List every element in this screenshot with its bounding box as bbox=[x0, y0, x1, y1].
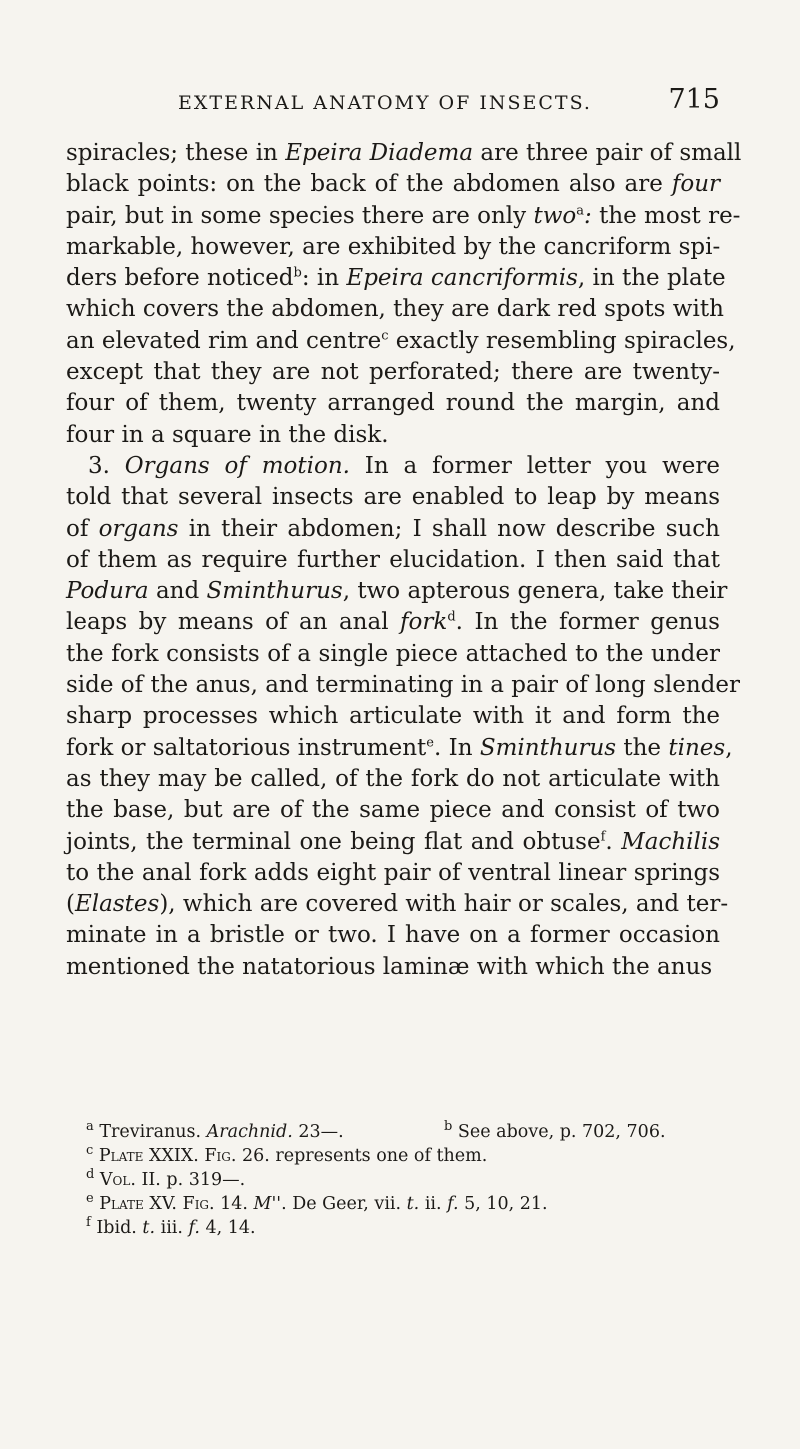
text-run: mentioned the natatorious laminæ with which the anus bbox=[66, 953, 713, 980]
text-run: . bbox=[605, 828, 622, 855]
text-line bbox=[66, 701, 720, 732]
text-run: minate in a bristle or two. I have on a former occasion bbox=[66, 922, 720, 949]
footnote-line bbox=[86, 1168, 726, 1192]
text-run: tines bbox=[668, 734, 726, 761]
text-run: to the anal fork adds eight pair of ventral linear springs bbox=[66, 859, 720, 886]
text-run: t. bbox=[406, 1194, 420, 1214]
running-title: EXTERNAL ANATOMY OF INSECTS. bbox=[178, 92, 592, 114]
text-run: ( bbox=[66, 891, 75, 918]
text-line bbox=[66, 795, 720, 826]
body-text bbox=[66, 138, 742, 983]
text-run: the fork consists of a single piece attached to the under bbox=[66, 640, 720, 667]
text-line bbox=[66, 764, 720, 795]
text-run: Elastes bbox=[74, 891, 160, 918]
footnote-line bbox=[86, 1144, 726, 1168]
text-run: XV. bbox=[143, 1194, 183, 1214]
running-head bbox=[66, 84, 720, 122]
footnotes bbox=[86, 1120, 726, 1240]
text-run: . De Geer, vii. bbox=[281, 1194, 407, 1214]
footnote bbox=[86, 1119, 344, 1142]
text-line bbox=[66, 169, 720, 200]
text-run: See above, p. 702, 706. bbox=[452, 1122, 666, 1142]
text-run: fork bbox=[400, 609, 448, 636]
text-run: an elevated rim and centre bbox=[66, 327, 382, 354]
text-run: Ibid. bbox=[90, 1218, 143, 1238]
text-line bbox=[66, 952, 720, 983]
text-run: of them as require further elucidation. I then said that bbox=[66, 546, 720, 573]
footnote bbox=[86, 1167, 246, 1190]
page-number: 715 bbox=[668, 84, 720, 115]
text-run: , two apterous genera, take their bbox=[342, 578, 728, 605]
text-run: which covers the abdomen, they are dark red spots with bbox=[66, 296, 724, 323]
text-run: markable, however, are exhibited by the cancriform spi- bbox=[66, 233, 721, 260]
text-run: Sminthurus bbox=[479, 734, 617, 761]
footnote bbox=[86, 1143, 488, 1166]
text-run: f. bbox=[447, 1194, 459, 1214]
text-run: side of the anus, and terminating in a pair of long slender bbox=[66, 672, 740, 699]
text-run: Machilis bbox=[621, 828, 721, 855]
text-run: b bbox=[293, 265, 302, 281]
text-line bbox=[66, 670, 740, 701]
text-run: a bbox=[86, 1119, 94, 1135]
text-run: 14. bbox=[214, 1194, 254, 1214]
text-run: as they may be called, of the fork do not articulate with bbox=[66, 765, 720, 792]
text-run: except that they are not perforated; there are twenty- bbox=[66, 359, 720, 386]
text-line bbox=[66, 357, 720, 388]
text-line bbox=[66, 482, 720, 513]
text-run: f. bbox=[188, 1218, 200, 1238]
text-run: ders before noticed bbox=[66, 265, 294, 292]
text-run: XXIX. bbox=[143, 1146, 205, 1166]
text-run: 5, 10, 21. bbox=[458, 1194, 548, 1214]
text-run: four of them, twenty arranged round the margin, and bbox=[66, 390, 720, 417]
text-run: , bbox=[725, 734, 733, 761]
text-run: two bbox=[533, 202, 577, 229]
text-run: . In bbox=[434, 734, 480, 761]
text-line bbox=[66, 138, 742, 169]
text-line bbox=[66, 294, 724, 325]
text-line bbox=[66, 576, 728, 607]
text-line bbox=[66, 920, 720, 951]
text-run: . In the former genus bbox=[455, 609, 720, 636]
text-run: Epeira Diadema bbox=[285, 140, 474, 166]
text-run: organs bbox=[98, 515, 179, 542]
text-run: sharp processes which articulate with it and form the bbox=[66, 703, 720, 730]
text-run: four bbox=[671, 171, 720, 198]
text-line bbox=[66, 733, 733, 764]
text-run: the most re- bbox=[591, 202, 741, 229]
text-run: t. bbox=[142, 1218, 156, 1238]
text-run: four in a square in the disk. bbox=[66, 421, 389, 448]
text-run: e bbox=[86, 1191, 94, 1207]
text-run: Treviranus. bbox=[93, 1122, 207, 1142]
text-run: told that several insects are enabled to leap by means bbox=[66, 484, 720, 511]
text-run: iii. bbox=[155, 1218, 189, 1238]
text-run: Plate bbox=[98, 1146, 144, 1166]
text-run: the bbox=[616, 734, 669, 761]
text-run: f bbox=[86, 1215, 91, 1231]
text-line bbox=[66, 263, 726, 294]
text-line bbox=[66, 639, 720, 670]
text-line bbox=[66, 232, 720, 263]
text-run: Epeira cancriformis bbox=[346, 265, 578, 292]
text-run: , in the plate bbox=[577, 265, 726, 292]
text-run: e bbox=[426, 734, 434, 750]
text-line bbox=[66, 545, 720, 576]
text-run: of bbox=[66, 515, 99, 542]
text-line bbox=[66, 514, 720, 545]
footnote-line bbox=[86, 1216, 726, 1240]
text-run: Organs of motion. bbox=[124, 452, 350, 479]
text-run: Sminthurus bbox=[206, 578, 343, 605]
text-line bbox=[66, 827, 720, 858]
text-run: Plate bbox=[99, 1194, 144, 1214]
text-run: ), which are covered with hair or scales, and ter- bbox=[159, 891, 729, 918]
text-run: d bbox=[86, 1167, 95, 1183]
text-line bbox=[66, 388, 720, 419]
text-run: 3. bbox=[88, 452, 125, 479]
text-run: and bbox=[148, 578, 207, 605]
text-line bbox=[66, 201, 741, 232]
text-line bbox=[66, 858, 720, 889]
text-run: d bbox=[447, 609, 456, 625]
text-run: leaps by means of an anal bbox=[66, 609, 401, 636]
text-run: pair, but in some species there are only bbox=[66, 202, 534, 229]
text-line bbox=[66, 451, 720, 482]
footnote-line bbox=[86, 1120, 726, 1144]
text-run: ii. bbox=[419, 1194, 448, 1214]
text-line bbox=[66, 420, 720, 451]
text-run: Fig. bbox=[204, 1146, 237, 1166]
text-line bbox=[66, 607, 720, 638]
footnote bbox=[444, 1120, 666, 1144]
text-run: Vol. bbox=[99, 1170, 136, 1190]
text-run: the base, but are of the same piece and consist of two bbox=[66, 797, 720, 824]
text-run: black points: on the back of the abdomen also are bbox=[66, 171, 672, 198]
text-run: b bbox=[444, 1119, 453, 1135]
text-run: f bbox=[600, 828, 606, 844]
text-line bbox=[66, 889, 729, 920]
text-run: In a former letter you were bbox=[349, 452, 720, 479]
text-run: in their abdomen; I shall now describe such bbox=[178, 515, 720, 542]
text-run: Arachnid. bbox=[206, 1122, 293, 1142]
text-run: II. p. 319—. bbox=[135, 1170, 246, 1190]
text-run: fork or saltatorious instrument bbox=[66, 734, 427, 761]
text-run: : bbox=[584, 202, 592, 229]
text-run: a bbox=[576, 202, 585, 218]
footnote bbox=[86, 1215, 256, 1238]
text-run: spiracles; these in bbox=[66, 140, 286, 166]
text-run: Podura bbox=[66, 578, 149, 605]
text-run: joints, the terminal one being flat and obtuse bbox=[66, 828, 601, 855]
text-run: 26. represents one of them. bbox=[236, 1146, 488, 1166]
text-run: exactly resembling spiracles, bbox=[388, 327, 736, 354]
text-run: 4, 14. bbox=[199, 1218, 256, 1238]
text-run: c bbox=[381, 328, 389, 344]
text-run: M'' bbox=[253, 1194, 282, 1214]
text-run: c bbox=[86, 1143, 94, 1159]
text-run: : in bbox=[301, 265, 347, 292]
footnote bbox=[86, 1191, 548, 1214]
text-run: 23—. bbox=[292, 1122, 344, 1142]
footnote-line bbox=[86, 1192, 726, 1216]
text-line bbox=[66, 326, 736, 357]
text-run: are three pair of small bbox=[473, 140, 742, 166]
text-run: Fig. bbox=[182, 1194, 215, 1214]
